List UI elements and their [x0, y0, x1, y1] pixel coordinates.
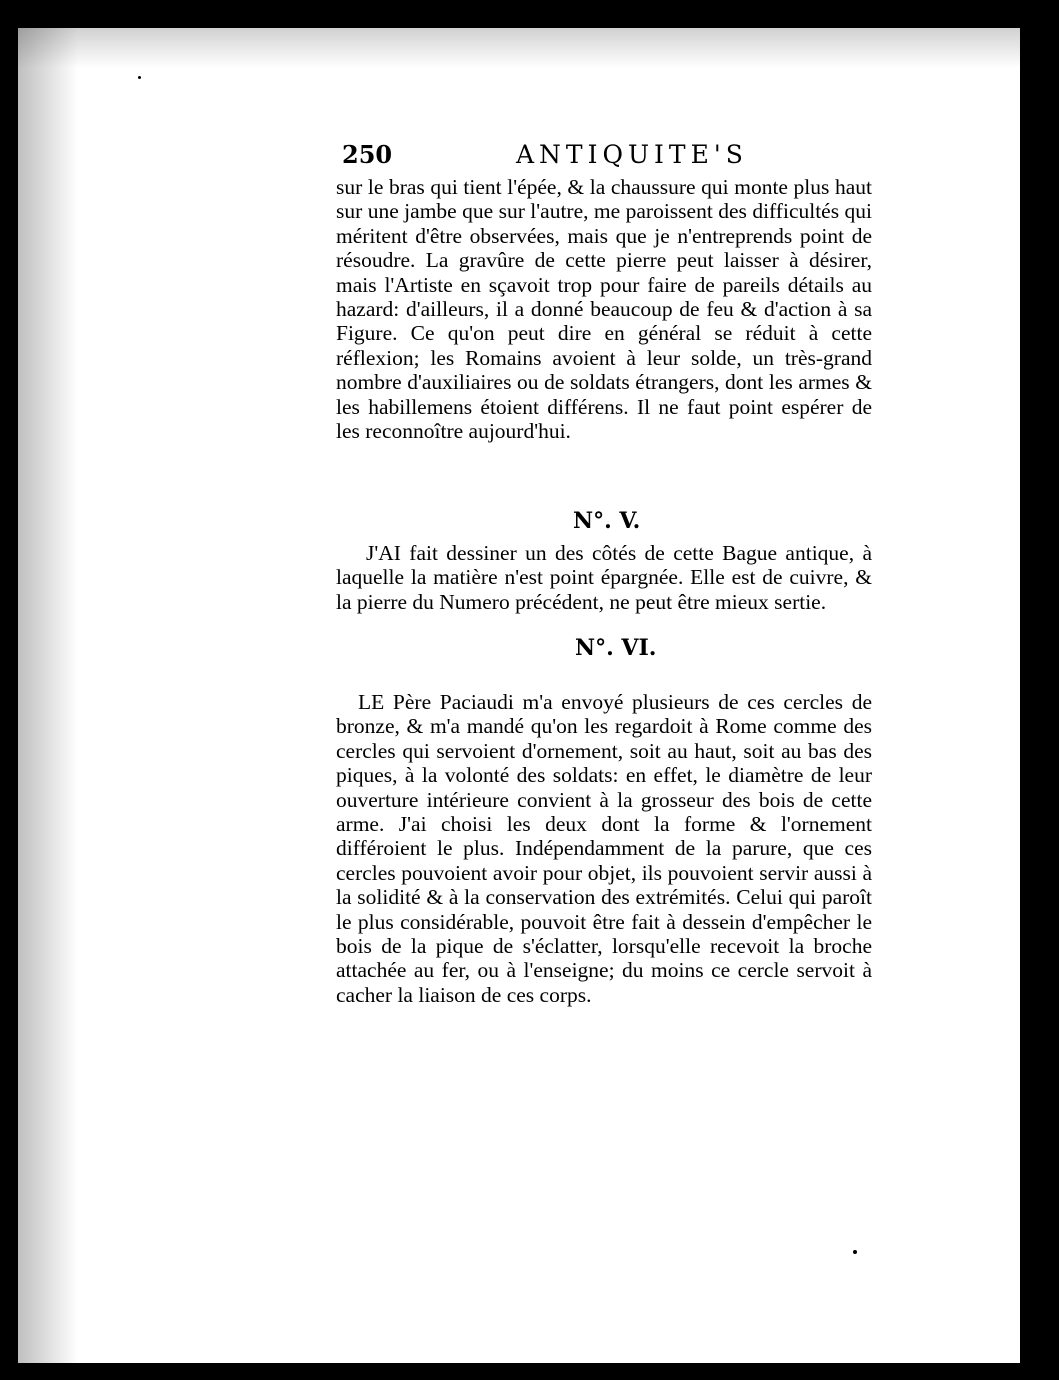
- paragraph-ring: J'AI fait dessiner un des côtés de cette Bague antique, à laquelle la matière n'est point épargnée. Elle est de cuivre, & la pierre du Numero précédent, ne peut être mieux sertie.: [336, 541, 872, 614]
- paragraph-bronze-circles: LE Père Paciaudi m'a envoyé plusieurs de ces cercles de bronze, & m'a mandé qu'on les regardoit à Rome comme des cercles qui servoient d'ornement, soit au haut, soit au bas des piques, à la volonté des soldats: en effet, le diamètre de leur ouverture intérieure convient à la grosseur des bois de cette arme. J'ai choisi les deux dont la forme & l'ornement différoient le plus. Indépendamment de la parure, que ces cercles pouvoient avoir pour objet, ils pouvoient servir aussi à la solidité & à la conservation des extrémités. Celui qui paroît le plus considérable, pouvoit être fait à dessein d'empêcher le bois de la pique de s'éclatter, lorsqu'elle recevoit la broche attachée au fer, ou à l'enseigne; du moins ce cercle servoit à cacher la liaison de ces corps.: [336, 690, 872, 1007]
- page-header: [342, 140, 782, 176]
- section-heading-vi: N°. VI.: [575, 635, 657, 661]
- paragraph-continued: sur le bras qui tient l'épée, & la chaussure qui monte plus haut sur une jambe que sur l'autre, me paroissent des difficultés qui méritent d'être observées, mais que je n'entreprends point de résoudre. La gravûre de cette pierre peut laisser à désirer, mais l'Artiste en sçavoit trop pour faire de pareils détails au hazard: d'ailleurs, il a donné beaucoup de feu & d'action à sa Figure. Ce qu'on peut dire en général se réduit à cette réflexion; les Romains avoient à leur solde, un très-grand nombre d'auxiliaires ou de soldats étrangers, dont les armes & les habillemens étoient différens. Il ne faut point espérer de les reconnoître aujourd'hui.: [336, 175, 872, 444]
- page-edge-shadow: [1020, 28, 1036, 1363]
- ink-speck: [853, 1250, 857, 1254]
- ink-speck: [138, 76, 141, 79]
- page-number: 250: [342, 140, 393, 169]
- scanned-page: [18, 28, 1036, 1363]
- running-title: ANTIQUITE'S: [516, 140, 748, 169]
- section-heading-v: N°. V.: [573, 508, 641, 534]
